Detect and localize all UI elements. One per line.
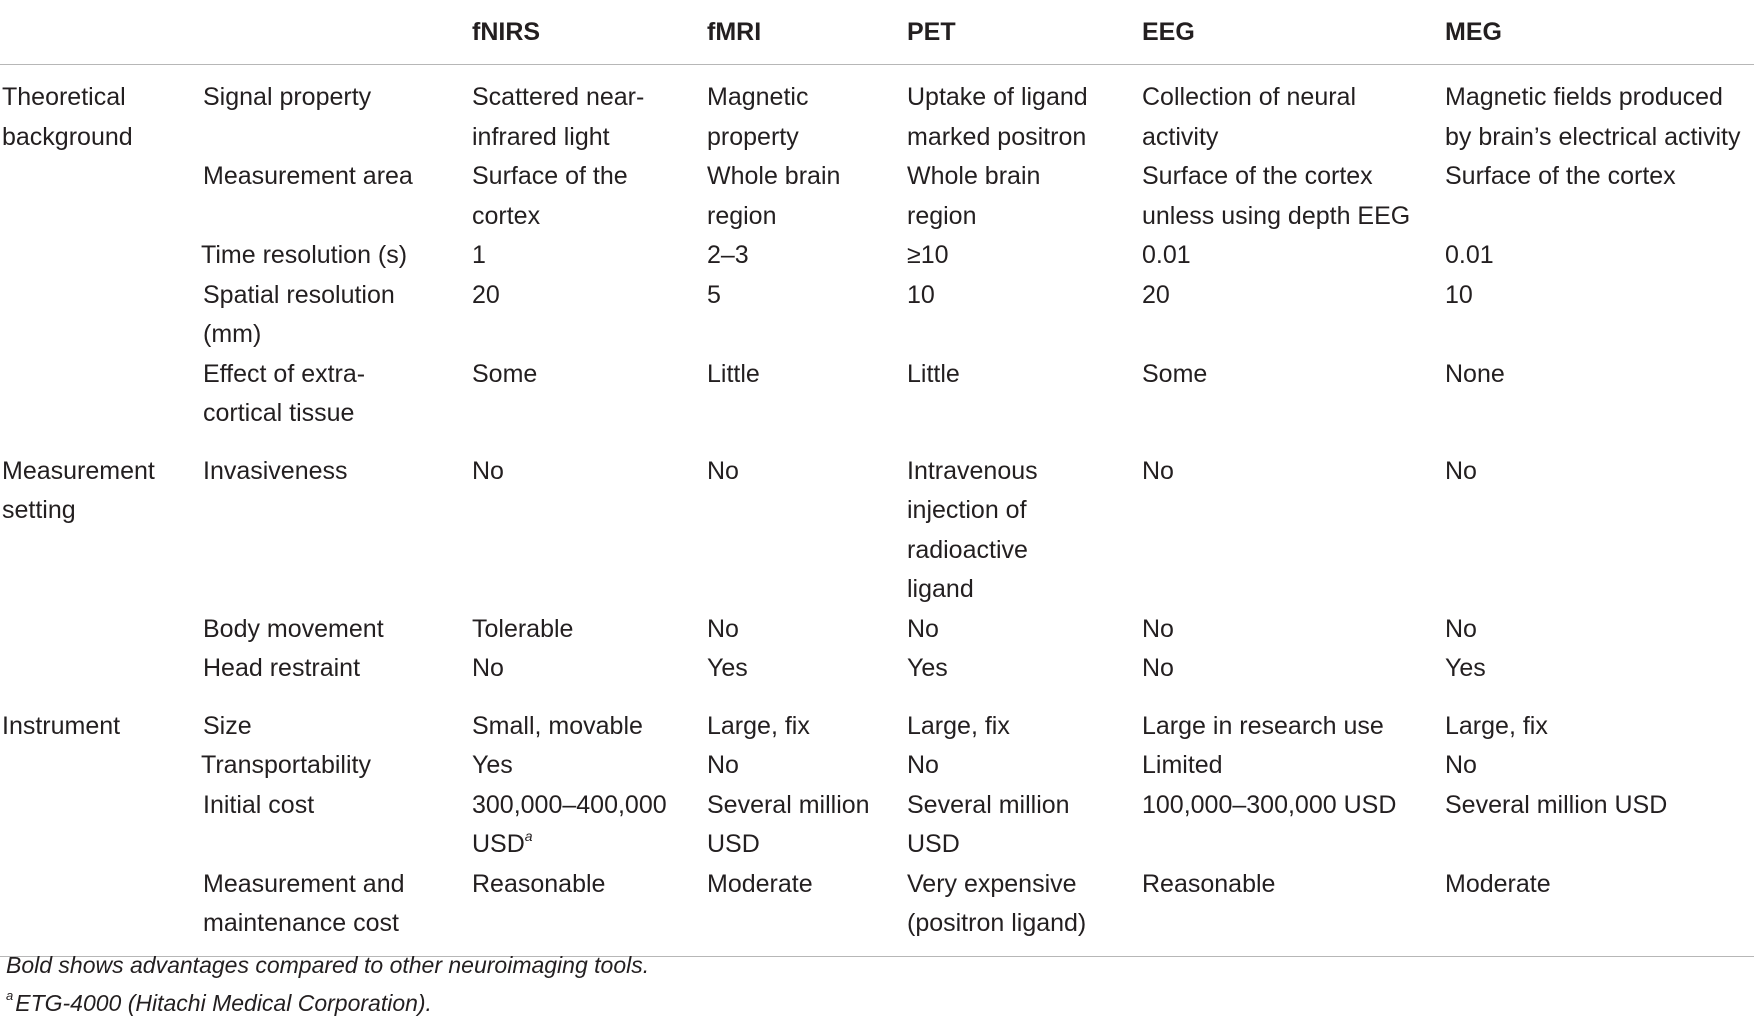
fnirs-cell: Tolerable	[472, 614, 574, 643]
fnirs-cell: Surface of the cortex	[472, 162, 628, 230]
eeg-cell: Surface of the cortex unless using depth EEG	[1142, 162, 1411, 230]
meg-cell: No	[1445, 456, 1477, 485]
property-label: Effect of extra-cortical tissue	[203, 359, 366, 427]
fmri-cell: No	[707, 456, 739, 485]
group-label: Theoretical background	[2, 83, 133, 151]
fmri-cell: Several million USD	[707, 790, 870, 858]
fnirs-cell: Some	[472, 359, 538, 388]
table-row	[0, 865, 1754, 957]
meg-cell: Yes	[1445, 654, 1486, 682]
meg-cell: Large, fix	[1445, 711, 1548, 740]
table-header	[0, 0, 1754, 65]
pet-cell: Intravenous injection of radioactive ligand	[907, 456, 1038, 603]
table-row	[0, 65, 1754, 158]
footnote-a-text: ETG-4000 (Hitachi Medical Corporation).	[15, 990, 432, 1016]
fnirs-cell: 20	[472, 280, 500, 309]
fmri-cell: Whole brain region	[707, 162, 841, 230]
pet-cell: ≥10	[907, 241, 949, 269]
property-label: Transportability	[201, 751, 371, 779]
property-label: Body movement	[203, 614, 384, 643]
fmri-cell: 2–3	[707, 241, 749, 269]
fnirs-cell: Small, movable	[472, 711, 643, 740]
fmri-cell: Large, fix	[707, 711, 810, 740]
eeg-cell: No	[1142, 654, 1174, 682]
pet-cell: Very expensive (positron ligand)	[907, 869, 1087, 937]
pet-cell: Yes	[907, 654, 948, 682]
fnirs-cell: Reasonable	[472, 869, 606, 898]
group-label	[0, 649, 201, 689]
meg-cell: No	[1445, 751, 1477, 779]
meg-cell: None	[1445, 359, 1505, 388]
eeg-cell: No	[1142, 614, 1174, 643]
property-label: Spatial resolution (mm)	[203, 280, 395, 348]
pet-cell: Uptake of ligand marked positron	[907, 83, 1088, 151]
pet-cell: No	[907, 751, 939, 779]
fnirs-cell: 1	[472, 241, 486, 269]
header-empty-property	[201, 0, 472, 65]
eeg-cell: Some	[1142, 359, 1208, 388]
property-label: Measurement area	[203, 162, 413, 190]
property-label: Invasiveness	[203, 456, 348, 485]
pet-cell: Little	[907, 359, 960, 388]
pet-cell: Large, fix	[907, 711, 1010, 740]
group-label	[0, 157, 201, 236]
eeg-cell: Large in research use	[1142, 711, 1384, 740]
group-label	[0, 355, 201, 434]
fmri-cell: Moderate	[707, 869, 813, 898]
property-label: Signal property	[203, 83, 372, 111]
table-row	[0, 746, 1754, 786]
property-label: Time resolution (s)	[201, 241, 408, 269]
group-label	[0, 236, 201, 276]
table-row	[0, 157, 1754, 236]
fnirs-cell: Yes	[472, 751, 513, 779]
header-meg: MEG	[1445, 18, 1502, 46]
pet-cell: Several million USD	[907, 790, 1070, 858]
meg-cell: No	[1445, 614, 1477, 643]
eeg-cell: 0.01	[1142, 241, 1191, 269]
footnote-marker: a	[524, 828, 533, 844]
group-label	[0, 610, 201, 650]
fmri-cell: 5	[707, 280, 721, 309]
header-pet: PET	[907, 18, 956, 46]
footnote-a	[6, 984, 649, 1022]
fmri-cell: Little	[707, 359, 760, 388]
fnirs-cost-text: 300,000–400,000 USD	[472, 790, 667, 858]
meg-cell: Several million USD	[1445, 790, 1668, 819]
table-footnotes	[6, 946, 649, 1022]
pet-cell: 10	[907, 280, 935, 309]
footnote-a-marker: a	[6, 988, 14, 1003]
header-empty-group	[0, 0, 201, 65]
meg-cell: 0.01	[1445, 241, 1494, 269]
eeg-cell: Reasonable	[1142, 869, 1276, 898]
fnirs-cell: No	[472, 456, 504, 485]
table-row	[0, 610, 1754, 650]
fnirs-cell: Scattered near-infrared light	[472, 83, 645, 151]
property-label: Measurement and maintenance cost	[203, 869, 405, 937]
table-row	[0, 689, 1754, 747]
pet-cell: Whole brain region	[907, 162, 1041, 230]
table-row	[0, 355, 1754, 434]
table-row	[0, 434, 1754, 610]
table-row	[0, 649, 1754, 689]
group-label	[0, 786, 201, 865]
eeg-cell: Collection of neural activity	[1142, 83, 1357, 151]
table-body	[0, 65, 1754, 957]
header-row	[0, 0, 1754, 65]
eeg-cell: 100,000–300,000 USD	[1142, 790, 1397, 819]
fnirs-cell	[472, 786, 707, 865]
meg-cell: Moderate	[1445, 869, 1551, 898]
fmri-cell: No	[707, 614, 739, 643]
meg-cell: Magnetic fields produced by brain’s electrical activity	[1445, 83, 1741, 151]
property-label: Size	[203, 711, 252, 740]
footnote-bold-note: Bold shows advantages compared to other neuroimaging tools.	[6, 952, 650, 978]
group-label	[0, 746, 201, 786]
fmri-cell: Magnetic property	[707, 83, 809, 151]
table-row	[0, 236, 1754, 276]
header-eeg: EEG	[1142, 18, 1195, 46]
property-label: Head restraint	[203, 654, 361, 682]
eeg-cell: 20	[1142, 280, 1170, 309]
group-label	[0, 865, 201, 957]
group-label: Instrument	[2, 711, 121, 740]
table-row	[0, 786, 1754, 865]
group-label	[0, 276, 201, 355]
property-label: Initial cost	[203, 790, 315, 819]
group-label: Measurement setting	[2, 456, 155, 524]
fmri-cell: No	[707, 751, 739, 779]
table-row	[0, 276, 1754, 355]
header-fmri: fMRI	[707, 18, 762, 46]
header-fnirs: fNIRS	[472, 18, 541, 46]
meg-cell: 10	[1445, 280, 1473, 309]
eeg-cell: No	[1142, 456, 1174, 485]
pet-cell: No	[907, 614, 939, 643]
eeg-cell: Limited	[1142, 751, 1223, 779]
meg-cell: Surface of the cortex	[1445, 162, 1676, 190]
fnirs-cell: No	[472, 654, 504, 682]
fmri-cell: Yes	[707, 654, 748, 682]
